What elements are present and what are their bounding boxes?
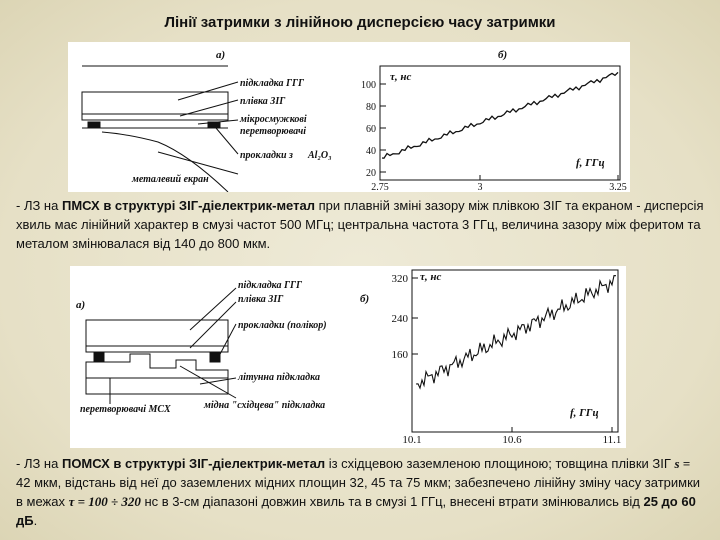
fig1-label-b: б): [498, 49, 508, 61]
para2-text-2: із східцевою заземленою площиною; товщина плівки ЗІГ: [325, 456, 675, 471]
fig2-structure-diagram: [86, 288, 236, 404]
fig2-layer-label-yig: плівка ЗІГ: [238, 294, 284, 305]
fig2-spacer-left: [94, 352, 104, 362]
fig2-layer-label-copper: мідна "східцева" підкладка: [204, 400, 326, 411]
figure-1: [68, 42, 630, 192]
figure-2: [70, 266, 626, 448]
fig1-xtick-label: 3: [477, 182, 483, 192]
paragraph-1: [16, 196, 708, 253]
fig2-x-axis: [402, 427, 621, 446]
para2-formula-s: s =: [674, 456, 691, 471]
para2-formula-tau: τ = 100 ÷ 320: [68, 494, 141, 509]
fig1-x-axis: [371, 175, 627, 192]
fig1-xtick-label: 3.25: [609, 182, 627, 192]
fig2-xtick-label: 10.1: [402, 434, 422, 446]
fig1-y-axis: [361, 80, 386, 179]
fig2-x-label: f, ГГц: [570, 407, 599, 419]
fig1-al2o3-label: Al₂O₃: [308, 150, 332, 161]
fig1-ytick-label: 100: [361, 80, 376, 91]
slide-title: Лінії затримки з лінійною дисперсією часу затримки: [164, 14, 556, 31]
para2-text-4: нс в 3-см діапазоні довжин хвиль та в смузі 1 ГГц, внесені втрати змінювались від: [140, 494, 644, 509]
para2-bold-2: 25 до 60 дБ: [16, 494, 696, 528]
para1-text-1: - ЛЗ на: [16, 198, 62, 213]
fig1-ytick-label: 20: [366, 168, 376, 179]
fig2-layer-label-ggg: підкладка ГГГ: [238, 280, 303, 291]
fig1-layer-label-spacers: прокладки з: [240, 150, 293, 161]
fig1-delay-curve: [382, 72, 618, 158]
fig2-ggg-substrate: [86, 320, 228, 346]
fig2-layer-label-cast: літунна підкладка: [238, 372, 320, 383]
fig1-layer-label-ggg: підкладка ГГГ: [240, 78, 305, 89]
fig1-layer-label-screen: металевий екран: [132, 174, 209, 185]
fig2-step-substrate: [86, 354, 228, 378]
fig1-yig-film: [82, 114, 228, 120]
fig1-layer-label-microstrip: мікросмужкові: [240, 114, 307, 125]
fig1-x-label: f, ГГц: [576, 157, 605, 169]
fig2-chart: [392, 270, 622, 446]
para2-text-1: - ЛЗ на: [16, 456, 62, 471]
fig1-ytick-label: 60: [366, 124, 376, 135]
fig1-ytick-label: 40: [366, 146, 376, 157]
fig2-y-axis: [392, 273, 419, 361]
fig2-ytick-label: 320: [391, 273, 408, 285]
fig2-xtick-label: 10.6: [502, 434, 522, 446]
fig2-xtick-label: 11.1: [602, 434, 622, 446]
fig2-layer-label-spacers: прокладки (полікор): [238, 320, 327, 331]
fig1-xtick-label: 2.75: [371, 182, 389, 192]
fig2-label-a: а): [76, 299, 86, 311]
para1-text-2: при плавній зміні зазору між плівкою ЗІГ та екраном - дисперсія хвиль має лінійний характер в смузі частот 500 МГц; центральна частота 3 ГГц, величина зазору між феритом та металом змінювалася від 140 до 800 мкм.: [16, 198, 704, 251]
fig2-ytick-label: 160: [391, 349, 408, 361]
fig1-y-label: τ, нс: [390, 71, 412, 83]
para2-text-3: 42 мкм, відстань від неї до заземлених мідних площин 32, 45 та 75 мкм; забезпечено лінійну зміну часу затримки в межах: [16, 475, 701, 509]
paragraph-2: [16, 454, 708, 530]
fig1-layer-label-transducers: перетворювачі: [240, 126, 307, 137]
fig2-cast-substrate: [86, 378, 228, 394]
fig2-layer-label-transducers: перетворювачі МСХ: [80, 404, 171, 415]
fig1-chart: [361, 66, 627, 192]
fig1-ytick-label: 80: [366, 102, 376, 113]
para2-text-5: .: [33, 513, 38, 528]
para2-bold-1: ПОМСХ в структурі ЗІГ-діелектрик-метал: [61, 456, 326, 471]
para1-bold-1: ПМСХ в структурі ЗІГ-діелектрик-метал: [61, 198, 315, 213]
fig2-label-b: б): [360, 293, 370, 305]
fig2-yig-film: [86, 346, 228, 352]
fig1-label-a: а): [216, 49, 226, 61]
fig1-layer-label-yig: плівка ЗІГ: [240, 96, 286, 107]
fig1-ggg-substrate: [82, 92, 228, 114]
fig1-spacer-left: [88, 122, 100, 128]
fig2-y-label: τ, нс: [420, 271, 442, 283]
fig2-delay-curve: [416, 276, 616, 389]
fig2-ytick-label: 240: [391, 313, 408, 325]
